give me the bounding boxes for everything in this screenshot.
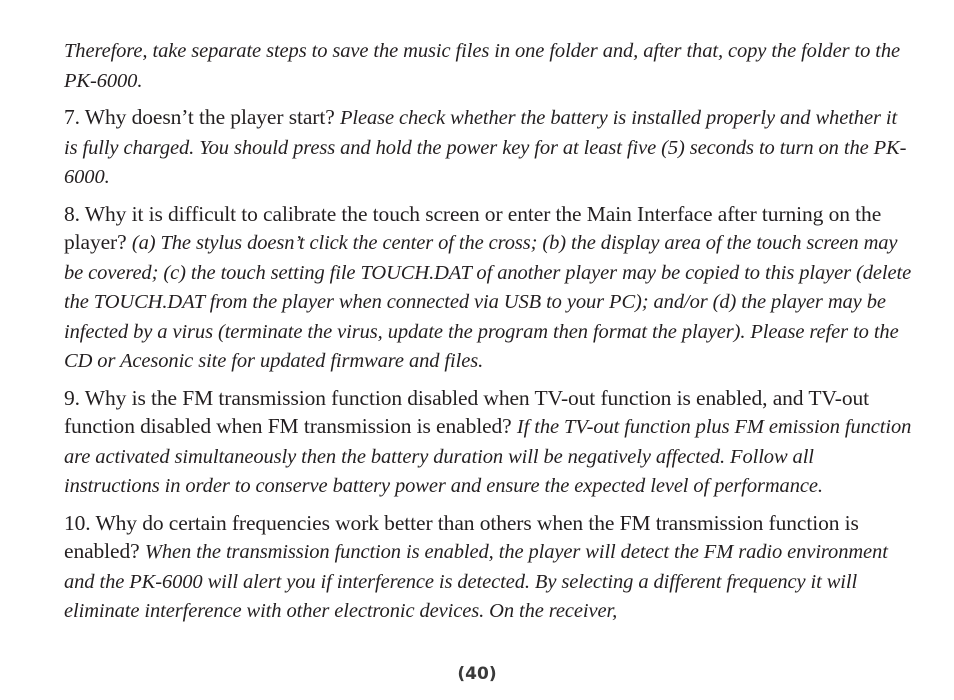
question-text: 9. Why is the FM transmission function disabled when TV-out function is enabled, and TV-out function disabled when FM transmission is enabled? [64,385,870,438]
faq-item-8 [64,200,914,376]
answer-text: When the transmission function is enabled, the player will detect the FM radio environment and the PK-6000 will alert you if interference is detected. By selecting a different frequency it will eliminate interference with other electronic devices. On the receiver, [64,541,888,622]
question-text: 7. Why doesn’t the player start? [64,105,340,129]
question-text: 10. Why do certain frequencies work better than others when the FM transmission function is enabled? [64,510,859,563]
faq-item-7 [64,103,914,192]
answer-text: Please check whether the battery is installed properly and whether it is fully charged. You should press and hold the power key for at least five (5) seconds to turn on the PK-6000. [64,107,907,188]
answer-text: (a) The stylus doesn’t click the center of the cross; (b) the display area of the touch screen may be covered; (c) the touch setting file TOUCH.DAT of another player may be copied to this player (delete the TOUCH.DAT from the player when connected via USB to your PC); and/or (d) the player may be infected by a virus (terminate the virus, update the program then format the player). Please refer to the CD or Acesonic site for updated firmware and files. [64,232,912,372]
answer-text: If the TV-out function plus FM emission function are activated simultaneously then the battery duration will be negatively affected. Follow all instructions in order to conserve battery power and ensure the expected level of performance. [64,416,912,497]
document-body [64,36,914,634]
answer-text: Therefore, take separate steps to save the music files in one folder and, after that, copy the folder to the PK-6000. [64,40,900,92]
faq-item-9 [64,384,914,501]
question-text: 8. Why it is difficult to calibrate the touch screen or enter the Main Interface after turning on the player? [64,201,882,254]
faq-item-10 [64,509,914,626]
paragraph-continuation [64,36,914,95]
page-number: (40) [457,664,497,684]
